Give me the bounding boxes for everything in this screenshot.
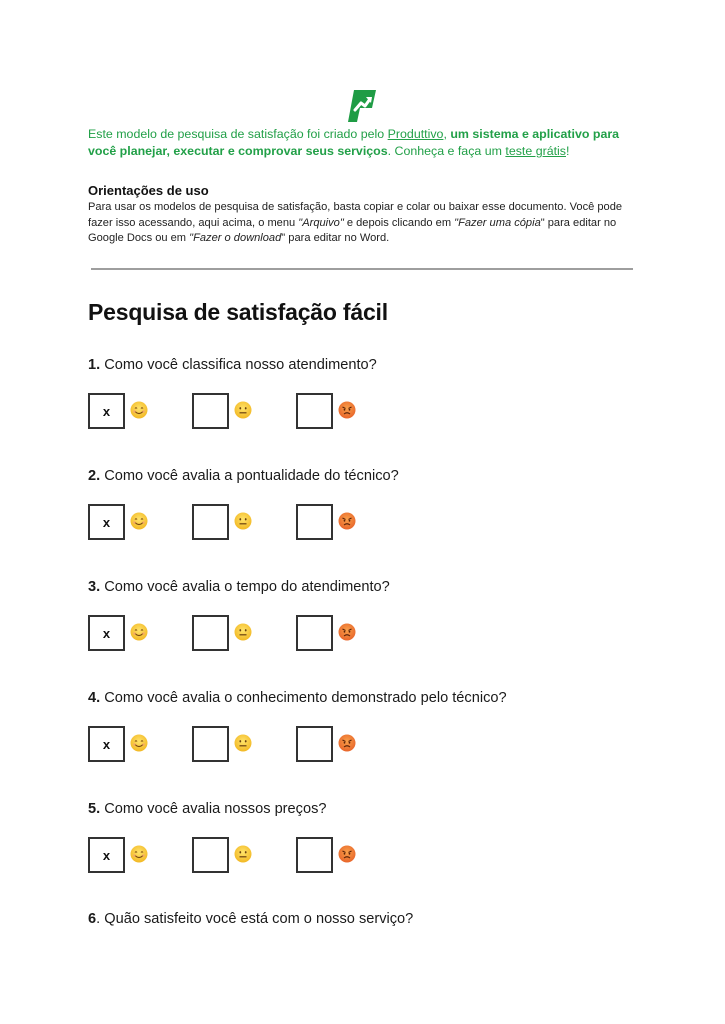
question-3-options	[88, 615, 388, 651]
question-number: 4.	[88, 690, 101, 706]
guidelines-text: e depois clicando em	[343, 216, 455, 229]
question-text: Como você avalia a pontualidade do técnico?	[100, 468, 399, 484]
neutral-face-icon	[234, 401, 252, 419]
checkbox[interactable]: x	[88, 504, 125, 540]
download-option-name: "Fazer o download	[189, 232, 282, 244]
question-4	[88, 690, 507, 706]
free-trial-link[interactable]: teste grátis	[505, 144, 566, 158]
checkbox[interactable]	[296, 837, 333, 873]
question-number: 6	[88, 911, 97, 927]
question-text: Como você avalia nossos preços?	[100, 801, 327, 817]
question-text: Como você avalia o tempo do atendimento?	[100, 579, 390, 595]
intro-text: . Conheça e faça um	[387, 144, 506, 158]
happy-face-icon	[130, 623, 148, 641]
question-5	[88, 801, 327, 817]
guidelines-body	[88, 200, 640, 247]
question-1	[88, 357, 377, 373]
question-text: . Quão satisfeito você está com o nosso serviço?	[96, 911, 414, 927]
happy-face-icon	[130, 512, 148, 530]
question-number: 5.	[88, 801, 101, 817]
question-3	[88, 579, 390, 595]
neutral-face-icon	[234, 845, 252, 863]
copy-option-name: "Fazer uma cópia	[454, 216, 541, 229]
angry-face-icon	[338, 734, 356, 752]
neutral-face-icon	[234, 734, 252, 752]
checkbox[interactable]: x	[88, 837, 125, 873]
neutral-face-icon	[234, 512, 252, 530]
question-number: 2.	[88, 468, 101, 484]
guidelines-title: Orientações de uso	[88, 183, 209, 198]
angry-face-icon	[338, 512, 356, 530]
intro-text: !	[566, 144, 570, 158]
angry-face-icon	[338, 845, 356, 863]
intro-text: ,	[443, 127, 451, 141]
question-number: 1.	[88, 357, 101, 373]
happy-face-icon	[130, 401, 148, 419]
question-2	[88, 468, 399, 484]
question-text: Como você avalia o conhecimento demonstrado pelo técnico?	[100, 690, 507, 706]
happy-face-icon	[130, 845, 148, 863]
produttivo-logo-icon	[346, 88, 378, 124]
checkbox[interactable]	[192, 504, 229, 540]
happy-face-icon	[130, 734, 148, 752]
question-text: Como você classifica nosso atendimento?	[100, 357, 377, 373]
question-6	[88, 911, 413, 927]
checkbox[interactable]	[296, 504, 333, 540]
divider	[91, 268, 633, 270]
intro-paragraph	[88, 126, 648, 160]
intro-bold-text: um sistema e aplicativo para você planejar, executar e comprovar seus serviços	[88, 127, 620, 158]
checkbox[interactable]: x	[88, 393, 125, 429]
angry-face-icon	[338, 623, 356, 641]
checkbox[interactable]	[296, 393, 333, 429]
checkbox[interactable]	[192, 837, 229, 873]
checkbox[interactable]	[296, 726, 333, 762]
guidelines-text: Para usar os modelos de pesquisa de satisfação, basta copiar e colar ou baixar esse documento. Você pode fazer isso acessando, aqui acima, o menu	[88, 201, 623, 229]
guidelines-text: " para editar no Word.	[281, 232, 390, 244]
question-1-options	[88, 393, 388, 429]
intro-text: Este modelo de pesquisa de satisfação foi criado pelo	[88, 127, 388, 141]
question-2-options	[88, 504, 388, 540]
checkbox[interactable]	[192, 726, 229, 762]
checkbox[interactable]: x	[88, 615, 125, 651]
checkbox[interactable]	[192, 615, 229, 651]
angry-face-icon	[338, 401, 356, 419]
menu-name: "Arquivo"	[298, 216, 344, 229]
checkbox[interactable]: x	[88, 726, 125, 762]
question-5-options	[88, 837, 388, 873]
question-4-options	[88, 726, 388, 762]
page-title: Pesquisa de satisfação fácil	[88, 299, 388, 325]
checkbox[interactable]	[296, 615, 333, 651]
produttivo-link[interactable]: Produttivo	[387, 127, 444, 141]
question-number: 3.	[88, 579, 101, 595]
checkbox[interactable]	[192, 393, 229, 429]
guidelines-text: " para editar no Google Docs ou em	[88, 216, 617, 244]
neutral-face-icon	[234, 623, 252, 641]
